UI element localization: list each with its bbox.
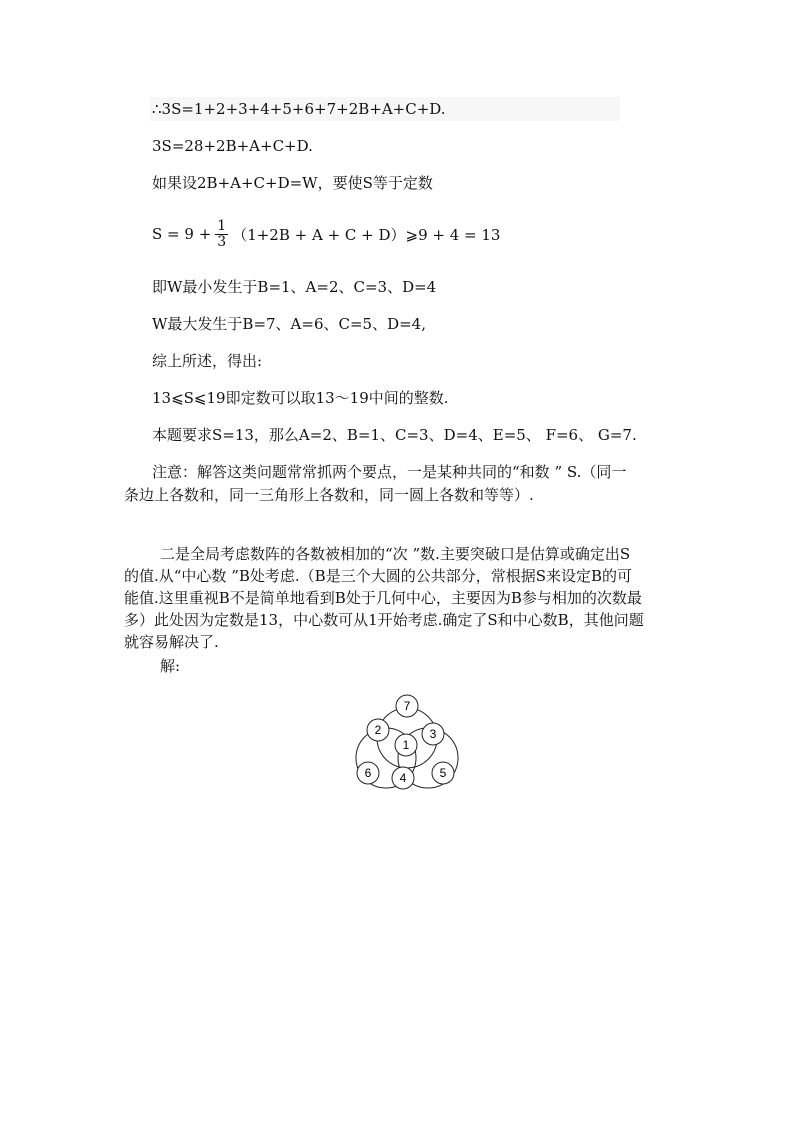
node-6 bbox=[357, 762, 379, 784]
circle-diagram bbox=[350, 688, 462, 798]
range-line: 13⩽S⩽19即定数可以取13～19中间的整数. bbox=[152, 389, 449, 407]
min-line: 即W最小发生于B=1、A=2、C=3、D=4 bbox=[152, 278, 437, 296]
solution-label: 解: bbox=[160, 657, 181, 675]
node-label-6: 6 bbox=[364, 766, 372, 780]
formula-fraction bbox=[215, 219, 228, 250]
node-2 bbox=[367, 719, 389, 741]
assumption-line: 如果设2B+A+C+D=W，要使S等于定数 bbox=[152, 174, 433, 192]
second-point-line-2: 的值.从“中心数 ”B处考虑.（B是三个大圆的公共部分，常根据S来设定B的可 bbox=[124, 567, 632, 585]
formula-s bbox=[152, 214, 500, 254]
equation-line-1: ∴3S=1+2+3+4+5+6+7+2B+A+C+D. bbox=[152, 100, 446, 118]
second-point-line-3: 能值.这里重视B不是简单地看到B处于几何中心，主要因为B参与相加的次数最 bbox=[124, 589, 642, 607]
node-label-5: 5 bbox=[439, 766, 447, 780]
formula-rhs: （1+2B + A + C + D）⩾9 + 4 = 13 bbox=[232, 225, 501, 244]
equation-line-2: 3S=28+2B+A+C+D. bbox=[152, 137, 313, 155]
answer-line: 本题要求S=13，那么A=2、B=1、C=3、D=4、E=5、 F=6、 G=7. bbox=[152, 426, 637, 444]
node-label-4: 4 bbox=[399, 771, 407, 785]
node-label-3: 3 bbox=[429, 727, 437, 741]
second-point-line-5: 就容易解决了. bbox=[124, 633, 219, 651]
node-label-1: 1 bbox=[402, 738, 410, 752]
second-point-line-4: 多）此处因为定数是13，中心数可从1开始考虑.确定了S和中心数B，其他问题 bbox=[124, 611, 644, 629]
node-4 bbox=[392, 767, 414, 789]
node-3 bbox=[422, 723, 444, 745]
node-7 bbox=[396, 695, 418, 717]
note-line-1: 注意：解答这类问题常常抓两个要点，一是某种共同的“和数 ” S.（同一 bbox=[152, 463, 627, 481]
max-line: W最大发生于B=7、A=6、C=5、D=4, bbox=[152, 315, 426, 333]
node-1 bbox=[395, 734, 417, 756]
node-5 bbox=[432, 762, 454, 784]
summary-line: 综上所述，得出: bbox=[152, 352, 263, 370]
formula-lhs: S = 9 + bbox=[152, 225, 212, 243]
fraction-numerator: 1 bbox=[217, 217, 227, 234]
node-label-7: 7 bbox=[403, 699, 411, 713]
second-point-line-1: 二是全局考虑数阵的各数被相加的“次 ”数.主要突破口是估算或确定出S bbox=[160, 545, 631, 563]
node-label-2: 2 bbox=[374, 723, 382, 737]
note-line-2: 条边上各数和，同一三角形上各数和，同一圆上各数和等等）. bbox=[124, 486, 534, 504]
fraction-denominator: 3 bbox=[217, 233, 227, 250]
